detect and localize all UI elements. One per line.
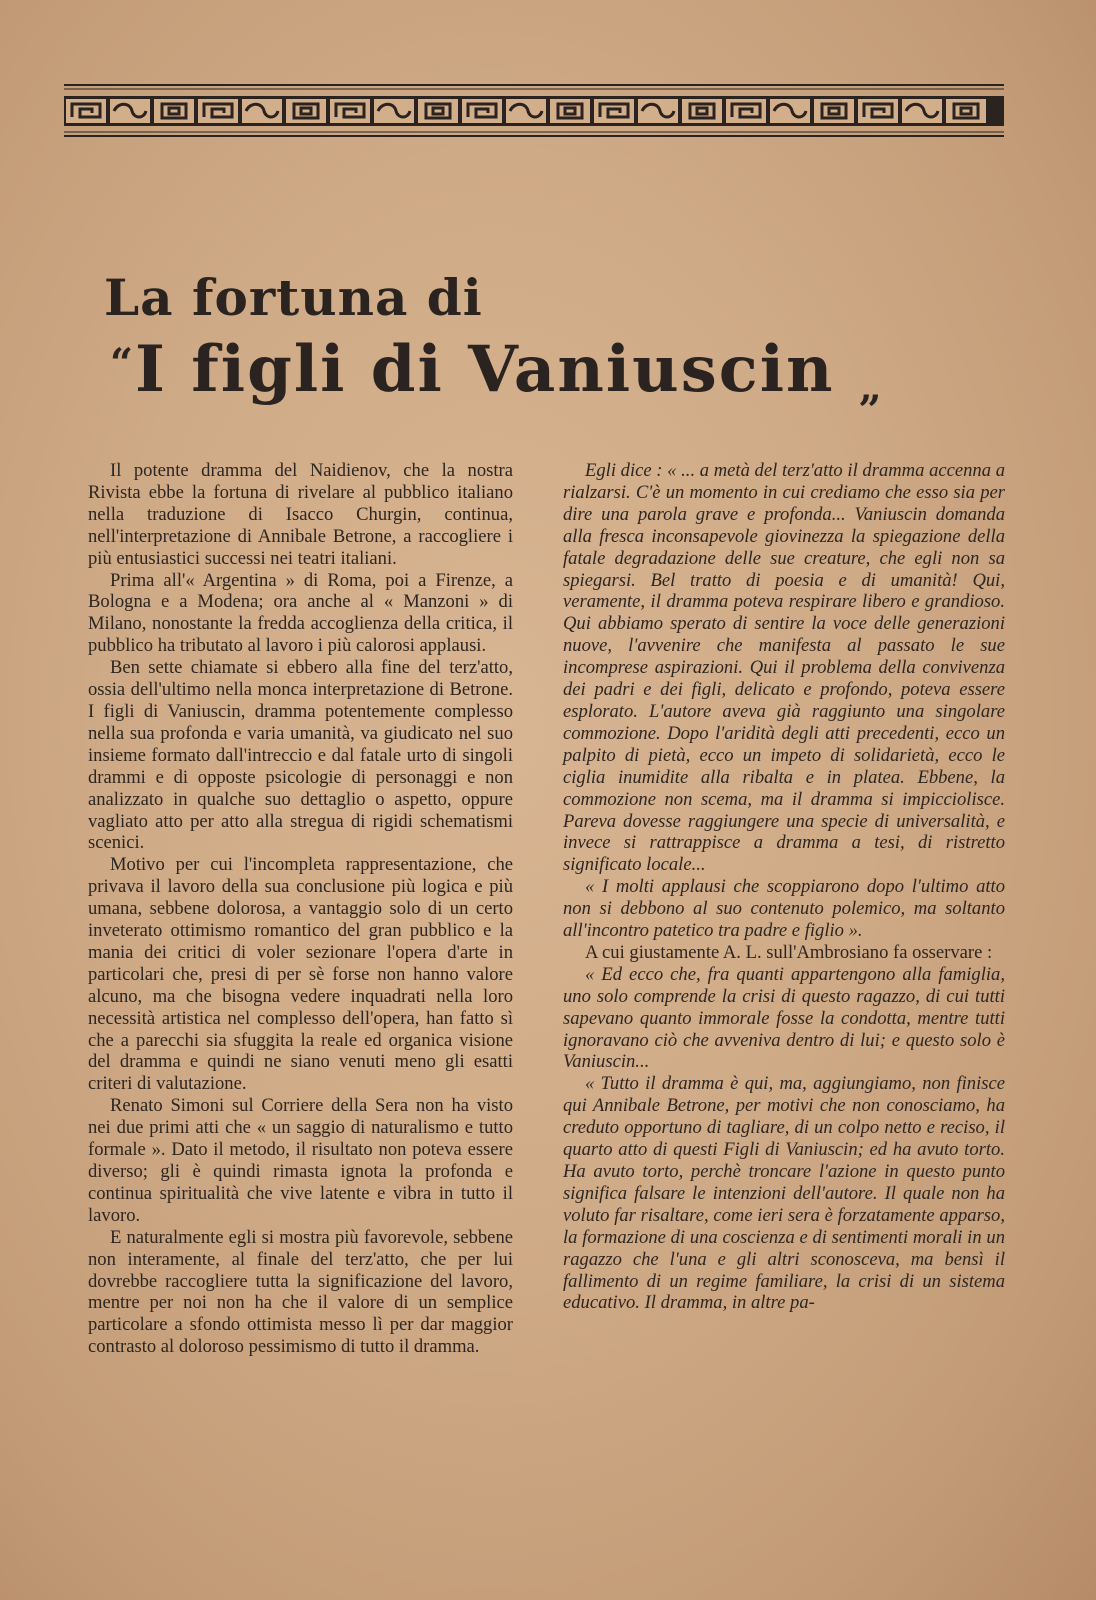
paragraph: Egli dice : « ... a metà del terz'atto il dramma accenna a rialzarsi. C'è un momento in cui crediamo che esso sia per dire una parola grave e profonda... Vaniuscin domanda alla fresca inconsapevole giovinezza la spiegazione della fatale degradazione delle sue creature, che egli non sa spiegarsi. Bel tratto di poesia e di umanità! Qui, veramente, il dramma poteva respirare libero e grandioso. Qui abbiamo sperato di sentire la voce delle generazioni nuove, l'avvenire che manifesta al passato le sue incomprese aspirazioni. Qui il problema della convivenza dei padri e dei figli, delicato e profondo, poteva essere esplorato. L'autore aveva già raggiunto una singolare commozione. Dopo l'aridità degli atti precedenti, ecco un palpito di pietà, ecco un impeto di solidarietà, ecco le ciglia inumidite alla ribalta e in platea. Ebbene, la commozione non scema, ma il dramma si impicciolisce. Pareva dovesse raggiungere una specie di universalità, e invece si rattrappisce a dramma a tesi, di ristretto significato locale... — [563, 460, 1005, 876]
paragraph: Motivo per cui l'incompleta rappresentazione, che privava il lavoro della sua conclusione più logica e più umana, sebbene dolorosa, a vantaggio solo di un certo inveterato ottimismo romantico del gran pubblico e la mania dei critici di voler sezionare l'opera d'arte in particolari che, presi di per sè forse non hanno valore alcuno, ma che bisogna vedere inquadrati nella loro necessità artistica nel complesso dell'opera, han fatto sì che a parecchi sia sfuggita la reale ed organica visione del dramma e quindi ne siano venuti meno gli esatti criteri di valutazione. — [88, 854, 513, 1095]
paragraph: A cui giustamente A. L. sull'Ambrosiano fa osservare : — [585, 941, 993, 963]
article-title-line2 — [110, 332, 884, 411]
paragraph: Il potente dramma del Naidienov, che la nostra Rivista ebbe la fortuna di rivelare al pubblico italiano nella traduzione di Isacco Churgin, continua, nell'interpretazione di Annibale Betrone, a raccogliere i più entusiastici successi nei teatri italiani. — [88, 460, 513, 569]
paragraph: E naturalmente egli si mostra più favorevole, sebbene non interamente, al finale del terz'atto, che per lui dovrebbe raccogliere tutta la significazione del lavoro, mentre per noi non ha che il valore di un semplice particolare a sfondo ottimista messo lì per dar maggior contrasto al doloroso pessimismo di tutto il dramma. — [88, 1226, 513, 1358]
frieze-tile — [638, 99, 678, 123]
article-title-main: I figli di Vaniuscin — [135, 332, 835, 407]
frieze-tile — [902, 99, 942, 123]
left-column — [88, 460, 513, 1358]
paragraph: Prima all'« Argentina » di Roma, poi a Firenze, a Bologna e a Modena; ora anche al « Manzoni » di Milano, nonostante la fredda accoglienza della critica, il pubblico ha tributato al lavoro i più calorosi applausi. — [88, 569, 513, 657]
greek-key-frieze-icon — [64, 82, 1004, 138]
paragraph: « Tutto il dramma è qui, ma, aggiungiamo, non finisce qui Annibale Betrone, per motivi che non conosciamo, ha creduto opportuno di tagliare, di un colpo netto e reciso, il quarto atto di questi Figli di Vaniuscin; ed ha avuto torto. Ha avuto torto, perchè troncare l'azione in questo punto significa falsare le intenzioni dell'autore. Il quale non ha voluto far risaltare, come ieri sera è forzatamente apparso, la formazione di una coscienza e di sentimenti morali in un ragazzo che l'una e gli altri sconosceva, ma bensì il fallimento di un regime familiare, la crisi di un sistema educativo. Il dramma, in altre pa- — [563, 1073, 1005, 1314]
frieze-tile — [110, 99, 150, 123]
paragraph: Ben sette chiamate si ebbero alla fine del terz'atto, ossia dell'ultimo nella monca interpretazione di Betrone. I figli di Vaniuscin, dramma potentemente complesso nella sua profonda e varia umanità, va giudicato nel suo insieme formato dall'intreccio e dal fatale urto di singoli drammi e di opposte psicologie di personaggi e non analizzato in qualche suo dettaglio o aspetto, oppure vagliato atto per atto alla stregua di rigidi schematismi scenici. — [88, 657, 513, 854]
closing-quote: „ — [858, 364, 884, 411]
right-column — [563, 460, 1005, 1314]
article-title-line1: La fortuna di — [104, 268, 483, 327]
paragraph: « Ed ecco che, fra quanti appartengono alla famiglia, uno solo comprende la crisi di questo ragazzo, di cui tutti sapevano quanto immorale fosse la condotta, mentre tutti ignoravano ciò che avveniva dentro di lui; e questo solo è Vaniuscin... — [563, 963, 1005, 1073]
opening-quote: “ — [110, 340, 136, 387]
frieze-tile — [242, 99, 282, 123]
paragraph: Renato Simoni sul Corriere della Sera non ha visto nei due primi atti che « un saggio di naturalismo e tutto formale ». Dato il metodo, il risultato non poteva essere diverso; gli è quindi rimasta ignota la profonda e continua spiritualità che vive latente e vibra in tutto il lavoro. — [88, 1095, 513, 1226]
frieze-tile — [770, 99, 810, 123]
paragraph: « I molti applausi che scoppiarono dopo l'ultimo atto non si debbono al suo contenuto polemico, ma soltanto all'incontro patetico tra padre e figlio ». — [563, 876, 1005, 942]
frieze-tile — [374, 99, 414, 123]
frieze-tile — [506, 99, 546, 123]
